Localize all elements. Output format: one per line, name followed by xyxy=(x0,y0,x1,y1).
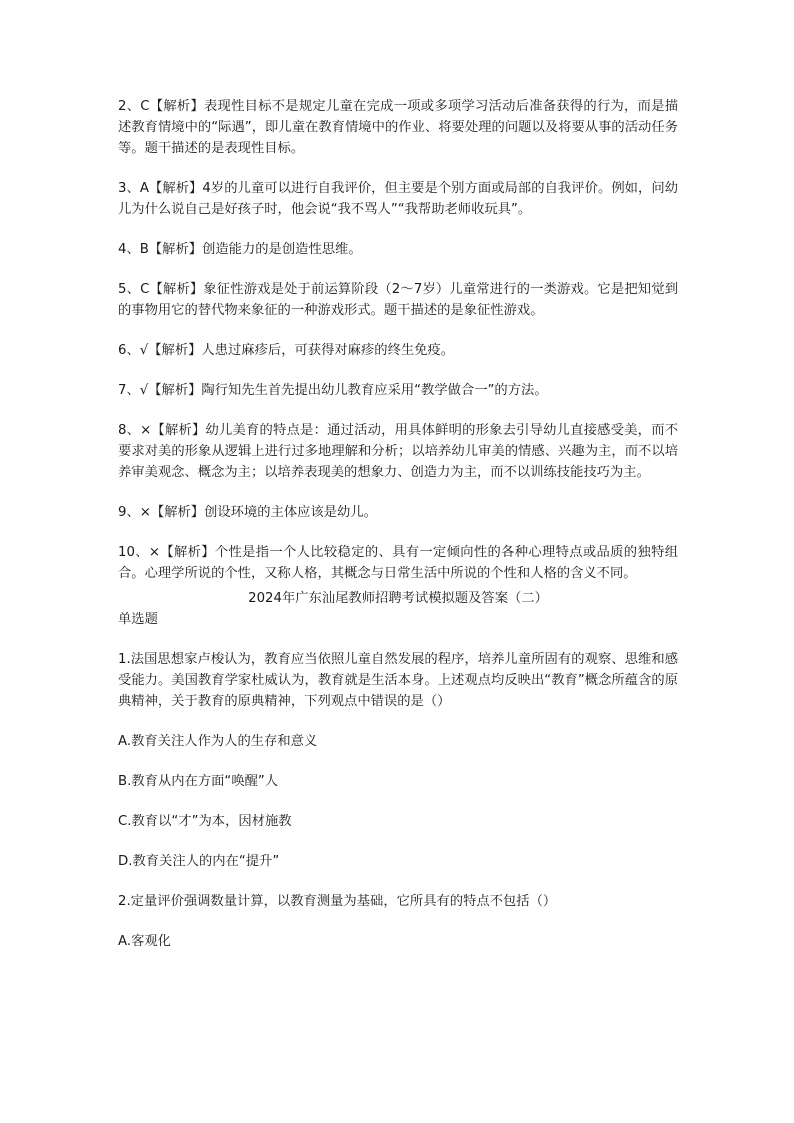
answer-explanation-4: 4、B【解析】创造能力的是创造性思维。 xyxy=(118,242,362,257)
question-1-option-b: B.教育从内在方面“唤醒”人 xyxy=(118,774,279,789)
question-1-stem: 1.法国思想家卢梭认为，教育应当依照儿童自然发展的程序，培养儿童所固有的观察、思维和感受能力。美国教育学家杜威认为，教育就是生活本身。上述观点均反映出“教育”概念所蕴含的原典精神，关于教育的原典精神，下列观点中错误的是（） xyxy=(118,652,678,709)
question-1-option-d: D.教育关注人的内在“提升” xyxy=(118,854,280,869)
answer-explanation-2: 2、C【解析】表现性目标不是规定儿童在完成一项或多项学习活动后准备获得的行为，而是描述教育情境中的“际遇”，即儿童在教育情境中的作业、将要处理的问题以及将要从事的活动任务等。题干描述的是表现性目标。 xyxy=(118,99,678,156)
question-1-option-c: C.教育以“才”为本，因材施教 xyxy=(118,814,292,829)
answer-explanation-7: 7、√【解析】陶行知先生首先提出幼儿教育应采用“教学做合一”的方法。 xyxy=(118,383,548,398)
question-2-stem: 2.定量评价强调数量计算，以教育测量为基础，它所具有的特点不包括（） xyxy=(118,894,557,909)
answer-explanation-3: 3、A【解析】4岁的儿童可以进行自我评价，但主要是个别方面或局部的自我评价。例如，问幼儿为什么说自己是好孩子时，他会说“我不骂人”“我帮助老师收玩具”。 xyxy=(118,181,678,217)
answer-explanation-9: 9、×【解析】创设环境的主体应该是幼儿。 xyxy=(118,505,377,520)
answer-explanation-5: 5、C【解析】象征性游戏是处于前运算阶段（2～7岁）儿童常进行的一类游戏。它是把知觉到的事物用它的替代物来象征的一种游戏形式。题干描述的是象征性游戏。 xyxy=(118,282,678,318)
exam-title: 2024年广东汕尾教师招聘考试模拟题及答案（二） xyxy=(248,591,548,606)
document-page xyxy=(118,96,678,971)
answer-explanation-10: 10、×【解析】个性是指一个人比较稳定的、具有一定倾向性的各种心理特点或品质的独特组合。心理学所说的个性，又称人格，其概念与日常生活中所说的个性和人格的含义不同。 xyxy=(118,545,678,581)
question-1-option-a: A.教育关注人作为人的生存和意义 xyxy=(118,734,318,749)
answer-explanation-8: 8、×【解析】幼儿美育的特点是：通过活动，用具体鲜明的形象去引导幼儿直接感受美，而不要求对美的形象从逻辑上进行过多地理解和分析；以培养幼儿审美的情感、兴趣为主，而不以培养审美观念、概念为主；以培养表现美的想象力、创造力为主，而不以训练技能技巧为主。 xyxy=(118,423,678,480)
answer-explanation-6: 6、√【解析】人患过麻疹后，可获得对麻疹的终生免疫。 xyxy=(118,343,455,358)
section-label: 单选题 xyxy=(118,612,158,627)
question-2-option-a: A.客观化 xyxy=(118,934,171,949)
